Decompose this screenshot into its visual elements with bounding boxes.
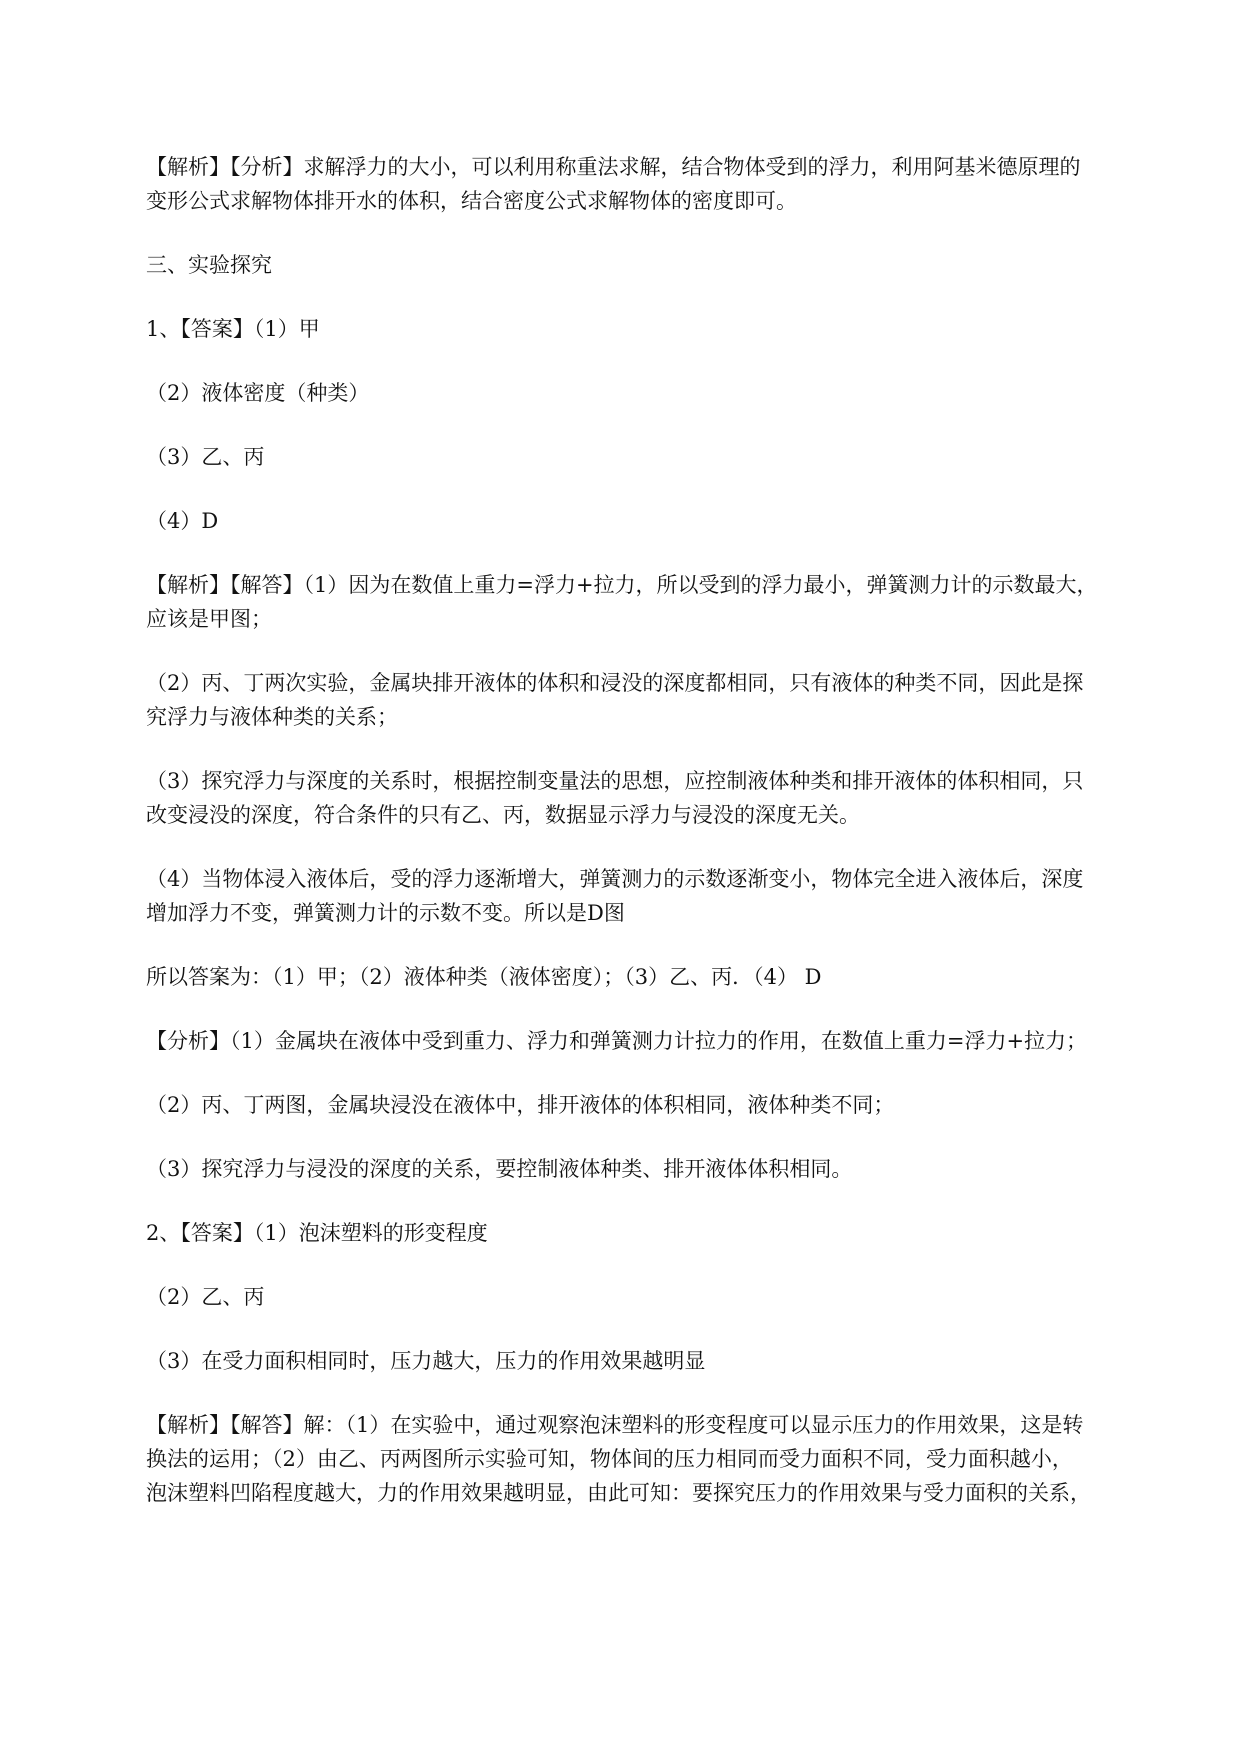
analysis-paragraph	[146, 764, 1146, 832]
analysis-paragraph	[146, 568, 1146, 636]
answer-paragraph	[146, 1216, 1146, 1250]
analysis-paragraph	[146, 666, 1146, 734]
analysis-paragraph	[146, 1024, 1146, 1058]
answer-item	[146, 440, 1146, 474]
answer-item	[146, 504, 1146, 538]
analysis-paragraph	[146, 1152, 1146, 1186]
text-line: 1、【答案】（1）甲	[146, 317, 320, 341]
text-line: （4）D	[146, 509, 219, 533]
text-line: （3）探究浮力与深度的关系时，根据控制变量法的思想，应控制液体种类和排开液体的体积相同，只	[146, 769, 1084, 793]
analysis-paragraph	[146, 862, 1146, 930]
text-line: （3）探究浮力与浸没的深度的关系，要控制液体种类、排开液体体积相同。	[146, 1157, 853, 1181]
text-line: 应该是甲图；	[146, 607, 272, 631]
text-line: 增加浮力不变，弹簧测力计的示数不变。所以是D图	[146, 901, 625, 925]
text-line: （3）乙、丙	[146, 445, 265, 469]
analysis-paragraph	[146, 1088, 1146, 1122]
text-line: 究浮力与液体种类的关系；	[146, 705, 398, 729]
text-line: （4）当物体浸入液体后，受的浮力逐渐增大，弹簧测力的示数逐渐变小，物体完全进入液体后，深度	[146, 867, 1084, 891]
answer-paragraph	[146, 312, 1146, 346]
answer-item	[146, 1280, 1146, 1314]
answer-item	[146, 376, 1146, 410]
text-line: 【解析】【解答】解：（1）在实验中，通过观察泡沫塑料的形变程度可以显示压力的作用效果，这是转	[146, 1413, 1084, 1437]
document-page	[146, 150, 1146, 1540]
text-line: （2）液体密度（种类）	[146, 381, 370, 405]
text-line: （2）乙、丙	[146, 1285, 265, 1309]
answer-item	[146, 1344, 1146, 1378]
text-line: （3）在受力面积相同时，压力越大，压力的作用效果越明显	[146, 1349, 706, 1373]
text-line: 【解析】【解答】（1）因为在数值上重力=浮力+拉力，所以受到的浮力最小，弹簧测力计的示数最大，	[146, 573, 1098, 597]
text-line: 【解析】【分析】求解浮力的大小，可以利用称重法求解，结合物体受到的浮力，利用阿基米德原理的	[146, 155, 1081, 179]
text-line: 2、【答案】（1）泡沫塑料的形变程度	[146, 1221, 488, 1245]
section-heading	[146, 248, 1146, 282]
text-line: 变形公式求解物体排开水的体积，结合密度公式求解物体的密度即可。	[146, 189, 797, 213]
analysis-paragraph	[146, 1408, 1146, 1510]
text-line: 三、实验探究	[146, 253, 272, 277]
summary-paragraph	[146, 960, 1146, 994]
text-line: 泡沫塑料凹陷程度越大，力的作用效果越明显，由此可知：要探究压力的作用效果与受力面积的关系，	[146, 1481, 1091, 1505]
text-line: 所以答案为：（1）甲；（2）液体种类（液体密度）；（3）乙、丙．（4） D	[146, 965, 822, 989]
text-line: （2）丙、丁两次实验，金属块排开液体的体积和浸没的深度都相同，只有液体的种类不同，因此是探	[146, 671, 1084, 695]
text-line: 【分析】（1）金属块在液体中受到重力、浮力和弹簧测力计拉力的作用，在数值上重力=浮力+拉力；	[146, 1029, 1088, 1053]
text-line: 换法的运用；（2）由乙、丙两图所示实验可知，物体间的压力相同而受力面积不同，受力面积越小，	[146, 1447, 1073, 1471]
analysis-paragraph	[146, 150, 1146, 218]
text-line: （2）丙、丁两图，金属块浸没在液体中，排开液体的体积相同，液体种类不同；	[146, 1093, 895, 1117]
text-line: 改变浸没的深度，符合条件的只有乙、丙，数据显示浮力与浸没的深度无关。	[146, 803, 860, 827]
